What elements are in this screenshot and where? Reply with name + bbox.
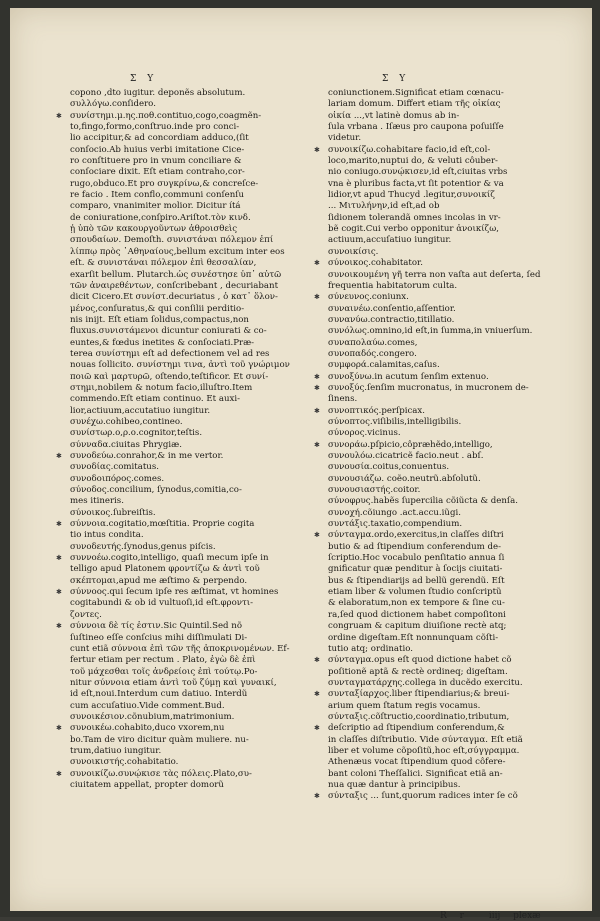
entry-line: συνουσιάζω. coẽo.neutrũ.abſolutũ. [328,473,481,484]
entry-line: τῶν ἀναιρεθέντων, conſcribebant , decuriabant [70,280,279,291]
entry-line: gnificatur quæ penditur à ſocijs ciuitati‑ [328,564,503,575]
entry-line: videtur. [328,133,362,144]
entry-line: στημι,nobilem & notum facio,illuſtro.Item [70,382,253,393]
entry-line: ro conſtituere pro in vnum conciliare & [70,156,242,167]
entry-line: συνοικουμένη γῆ terra non vaſta aut deſerta, ſed [328,269,541,280]
right-column [328,88,573,803]
entry-line: σύνοικος.ſubreiſtis. [70,507,156,518]
entry-line: οἰκία ...,vt latinè domus ab in‑ [328,110,460,121]
entry-line: σύνοφρυς.habẽs ſupercilia cõiũcta & denſa. [328,496,518,507]
entry-line: copono ,dto iugitur. deponẽs absolutum. [70,88,246,98]
entry-line: commendo.Eſt etiam continuo. Et auxi‑ [70,394,240,405]
entry-line: tio intus condita. [70,530,144,541]
entry-line: de coniuratione,conſpiro.Ariſtot.τὸν κινδ. [70,212,251,223]
entry-line: Athenæus vocat ſtipendium quod côfere‑ [328,757,506,768]
entry-line: σπουδαίων. Demoſth. συνιστάναι πόλεμον ἐπί [70,235,274,246]
entry-line: συνόλως.omnino,id eſt,in ſumma,in vniuerſum. [328,326,533,337]
signature-folio: iiij [488,911,501,921]
entry-line: re facio . Item conflo,communi conſenſu [70,190,245,201]
entry-line: συντάξις.taxatio,compendium. [328,519,463,530]
entry-line: congruam & capitum diuiſione rectè atq; [328,621,507,632]
entry-line: lariam domum. Differt etiam τῆς οἰκίας [328,99,501,110]
entry-line: ποιῶ καὶ μαρτυρῶ, oſtendo,teſtificor. Et συνί‑ [70,371,269,382]
book-page [10,8,592,921]
entry-line-marked: ✱ σύνταξις ... ſunt,quorum radices inter ſe cõ [328,791,573,802]
entry-line: mes itineris. [70,496,124,507]
entry-line-marked: ✱ συνοδεύω.conrahor,& in me vertor. [70,451,315,462]
left-column [70,88,315,791]
entry-line-marked: ✱ σύννοια δὲ τίς ἐστιν.Sic Quintil.Sed nõ [70,621,315,632]
entry-line: frequentia habitatorum culta. [328,280,458,291]
entry-line-marked: ✱ συνοξύς.ſenſim mucronatus, in mucronem de‑ [328,383,573,394]
entry-line: συνουσία.coitus,conuentus. [328,462,450,473]
entry-line: lio accipitur,& ad concordiam adduco,(ſit [70,133,249,144]
entry-line: σύνορος.vicinus. [328,428,401,439]
entry-line: τοῦ μάχεσθαι τοῖς ἀνδρείοις ἐπὶ τούτῳ.Po‑ [70,666,258,677]
entry-line: συνοικιστής.cohabitatio. [70,757,179,768]
entry-line: συνοικίσις. [328,246,379,257]
entry-line: comparo, vnanimiter molior. Dicitur ítá [70,201,241,212]
entry-line: ... Μιτυλήνην,id eſt,ad ob [328,201,440,212]
entry-line: to,fingo,formo,conſtruo.inde pro conci‑ [70,122,240,133]
entry-line: ſidionem tolerandã omnes incolas in vr‑ [328,212,501,223]
entry-line: ra,ſed quod dictionem habet compoſitoni [328,609,506,620]
entry-line: συμφορά.calamitas,caſus. [328,360,440,371]
entry-line: λίππῳ πρὸς ᾿Αθηναίους,bellum excitum inter eos [70,246,285,257]
entry-line: rugo,obduco.Et pro συγκρίνω,& concreſce‑ [70,178,259,189]
entry-line: συνουλόω.cicatricẽ facio.neut . abſ. [328,451,484,461]
entry-line: eſt. & συνιστάναι πόλεμον ἐπὶ θεσσαλίαν, [70,258,257,269]
entry-line: terea συνίστημι eſt ad defectionem vel ad res [70,348,270,359]
entry-line-marked: ✱ deſcriptio ad ſtipendium conferendum,& [328,723,573,734]
entry-line: in claſſes diſtributio. Vide σύνταγμα. Eſt etiã [328,734,523,745]
entry-line: nouas ſollicito. συνίστημι τινα, ἀντὶ τοῦ γνώριμον [70,360,290,371]
page-header-right: Σ Υ [382,74,410,84]
entry-line: συνουσιαστής.coitor. [328,485,421,496]
entry-line: ζοντες. [70,609,102,620]
entry-line-marked: ✱ συνοικίζω.συνῴκισε τὰς πόλεις.Plato,συ‑ [70,769,315,780]
entry-line: σύνναδα.ciuitas Phrygiæ. [70,439,182,450]
entry-line: telligo apud Platonem φροντίζω & ἀντὶ τοῦ [70,564,260,575]
entry-line: συνοικέσιον.cõnubium,matrimonium. [70,711,235,722]
entry-line: conſocio.Ab huius verbi imitatione Cice‑ [70,144,245,155]
entry-line-marked: ✱ σύννοος.qui ſecum ipſe res æſtimat, vt homines [70,587,315,598]
entry-line-marked: ✱ σύννοια.cogitatio,mœſtitia. Proprie cogita [70,519,315,530]
entry-line: ſuſtineo eſſe conſcius mihi diſſimulati Di‑ [70,632,248,643]
entry-line: dicit Cicero.Et συνίστ.decuriatus , ὁ κατ᾿ ὅλον‑ [70,292,278,303]
entry-line: etiam liber & volumen ſtudio conſcriptũ [328,587,502,598]
entry-line: bus & ſtipendiarijs ad bellũ gerendũ. Eſt [328,575,505,586]
entry-line: lidior,vt apud Thucyd .legitur,συνοικίζ [328,190,495,201]
entry-line-marked: ✱ συνοράω.pſpicio,côpræhẽdo,intelligo, [328,440,573,451]
entry-line: bẽ cogit.Cui verbo opponitur ἀνοικίζω, [328,224,499,235]
entry-line: cunt etiã σύννοια ἐπὶ τῶν τῆς ἀποκρινομένων. Ef‑ [70,643,290,654]
entry-line: loco,marito,nuptui do, & veluti côuber‑ [328,156,498,167]
entry-line-marked: ✱ συνοικίζω.cohabitare facio,id eſt,col‑ [328,145,573,156]
entry-line: συνέχω.cohibeo,contineo. [70,416,183,427]
entry-line-marked: ✱ σύνευνος.coniunx. [328,292,573,303]
entry-line-marked: ✱ συνοπτικός.perſpicax. [328,406,573,417]
entry-line: ciuitatem appellat, propter domorũ [70,779,224,790]
entry-line: bant coloni Theſſalici. Significat etiã an‑ [328,768,503,779]
entry-line: ᾗ ὑπὸ τῶν κακουργοῦντων ἀθροισθεὶς [70,224,238,235]
entry-line-marked: ✱ σύνταγμα.ordo,exercitus,in claſſes diſtri [328,530,573,541]
entry-line-marked: ✱ συνταξίαρχος.liber ſtipendiarius;& breui‑ [328,689,573,700]
signature-mark: R r [440,911,464,921]
page-header-left: Σ Υ [130,74,158,84]
entry-line: cogitabundi & ob id vultuoſi,id eſt.φροντι‑ [70,598,254,609]
entry-line-marked: ✱ σύνοικος.cohabitator. [328,258,573,269]
entry-line: poſitionẽ aptã & rectè ordineq; digeſtam. [328,666,508,677]
entry-line: συνοδοιπόρος.comes. [70,473,165,484]
entry-line: σκέπτομαι,apud me æſtimo & perpendo. [70,575,248,586]
entry-line: vna è pluribus facta,vt ſit potentior & va [328,178,504,189]
catchword: plexæ [513,911,541,921]
entry-line: συνοδευτής.ſynodus,genus piſcis. [70,541,216,552]
entry-line: nua quæ dantur à principibus. [328,779,461,790]
entry-line: id eſt,noui.Interdum cum datiuo. Interdũ [70,689,248,700]
entry-line: συνανύω.contractio,titillatio. [328,314,455,325]
entry-line: lior,actiuum,accutatiuo iungitur. [70,405,211,416]
entry-line: liber et volume cõpoſitũ,hoc eſt,σύγγραμμα. [328,745,520,756]
entry-line: συνοχή.cõiungo .act.accu.iũgi. [328,507,461,518]
entry-line-marked: ✱ συνοξύνω.in acutum ſenſim extenuo. [328,372,573,383]
signature-line [440,911,541,921]
entry-line: σύνοπτος.viſibilis,intelligibilis. [328,416,462,427]
entry-line: fluxus.συνιστάμενοι dicuntur coniurati & co‑ [70,326,267,337]
entry-line: coniunctionem.Significat etiam cœnacu‑ [328,88,504,98]
entry-line: cum accuſatiuo.Vide comment.Bud. [70,700,225,711]
entry-line-marked: ✱ σύνταγμα.opus eſt quod dictione habet cõ [328,655,573,666]
entry-line-marked: ✱ συνίστημι.μ.ης.ποθ.contituo,cogo,coagmẽn‑ [70,111,315,122]
entry-line: μένος,conſuratus,& qui conſilii perditio‑ [70,303,245,314]
entry-line: actiuum,accuſatiuo iungitur. [328,235,452,246]
entry-line: ſcriptio.Hoc vocabulo penſitatio annua ſi [328,553,505,564]
entry-line: tutio atq; ordinatio. [328,643,413,654]
entry-line: συνταγματάρχης.collega in ducẽdo exercitu. [328,677,523,688]
entry-line: arium quem ſtatum regis vocamus. [328,700,481,711]
entry-line: nis inijt. Eſt etiam ſolidus,compactus,non [70,314,249,325]
entry-line: fertur etiam per rectum . Plato, ἐγὼ δὲ ἐπὶ [70,655,256,666]
entry-line: ordine digeſtam.Eſt nonnunquam cõſti‑ [328,632,499,643]
entry-line: ſinens. [328,394,358,405]
entry-line: συναπολαύω.comes, [328,337,418,348]
entry-line-marked: ✱ συννοέω.cogito,intelligo, quaſi mecum ipſe in [70,553,315,564]
entry-line: exarſit bellum. Plutarch.ὡς συνέστησε ὑπ᾿ αὐτῶ [70,269,282,280]
entry-line: συλλόγω.conſidero. [70,99,156,110]
entry-line: συνίστωρ.ο,ρ.ο.cognitor,teſtis. [70,428,203,439]
entry-line: συνοδίας.comitatus. [70,462,159,473]
entry-line: συναινέω.conſentio,aſſentior. [328,303,456,314]
entry-line: conſociare dixit. Eſt etiam contraho,cor‑ [70,167,245,178]
entry-line-marked: ✱ συνοικέω.cohabito,duco vxorem,nu [70,723,315,734]
entry-line: ſula vrbana . Iſæus pro caupona poſuiſſe [328,122,504,133]
entry-line: σύνταξις.cõſtructio,coordinatio,tributum, [328,711,510,722]
entry-line: σύνοδος.concilium, ſynodus,comitia,co‑ [70,485,242,496]
entry-line: butio & ad ſtipendium conferendum de‑ [328,541,501,552]
entry-line: & elaboratum,non ex tempore & ſine cu‑ [328,598,505,609]
entry-line: nitur σύννοια etiam ἀντὶ τοῦ ζύμῃ καὶ γυναικί, [70,677,277,688]
entry-line: trum,datiuo iungitur. [70,745,162,756]
entry-line: euntes,& fœdus inetites & conſociati.Præ‑ [70,337,255,348]
entry-line: nio coniugo.συνῴκισεν,id eſt,ciuitas vrbs [328,167,508,178]
entry-line: bo.Tam de viro dicitur quàm muliere. nu‑ [70,734,249,745]
entry-line: συνοπαδός.congero. [328,348,417,359]
